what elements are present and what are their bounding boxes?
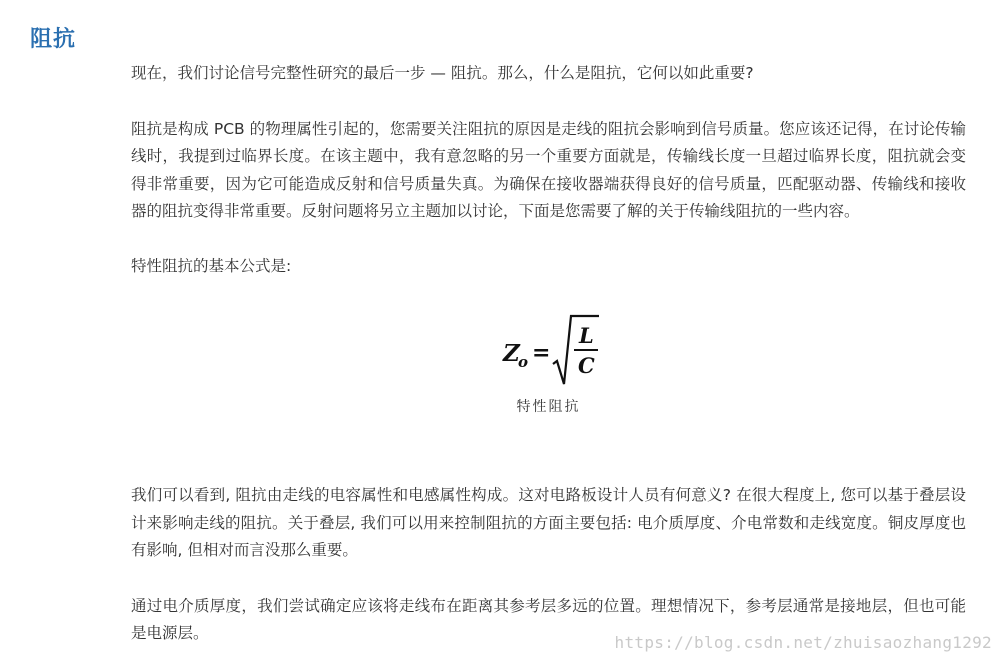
paragraph-dielectric: 通过电介质厚度，我们尝试确定应该将走线布在距离其参考层多远的位置。理想情况下，参考层通常是接地层，但也可能是电源层。 <box>131 596 966 642</box>
formula-equals: = <box>532 340 551 366</box>
formula-lhs-var: Z <box>503 340 520 367</box>
article-content <box>131 60 966 648</box>
impedance-formula <box>501 310 611 390</box>
formula-denominator: C <box>578 353 595 378</box>
paragraph-stackup: 我们可以看到, 阻抗由走线的电容属性和电感属性构成。这对电路板设计人员有何意义? 在很大程度上, 您可以基于叠层设计来影响走线的阻抗。关于叠层, 我们可以用来控制阻抗的方面主要包括: 电介质厚度、介电常数和走线宽度。铜皮厚度也有影响, 但相对而言没那么重要。 <box>131 486 966 559</box>
formula-lhs-sub: o <box>518 353 529 371</box>
site-watermark: https://blog.csdn.net/zhuisaozhang1292 <box>614 633 992 652</box>
formula-caption: 特性阻抗 <box>516 399 581 415</box>
paragraph-formula-intro: 特性阻抗的基本公式是: <box>131 256 292 275</box>
formula-numerator: L <box>579 323 594 348</box>
paragraph-intro: 现在，我们讨论信号完整性研究的最后一步 — 阻抗。那么，什么是阻抗，它何以如此重要? <box>131 64 754 82</box>
section-title: 阻抗 <box>30 27 77 52</box>
paragraph-explanation: 阻抗是构成 PCB 的物理属性引起的，您需要关注阻抗的原因是走线的阻抗会影响到信号质量。您应该还记得，在讨论传输线时，我提到过临界长度。在该主题中，我有意忽略的另一个重要方面就是，传输线长度一旦超过临界长度，阻抗就会变得非常重要，因为它可能造成反射和信号质量失真。为确保在接收器端获得良好的信号质量，匹配驱动器、传输线和接收器的阻抗变得非常重要。反射问题将另立主题加以讨论，下面是您需要了解的关于传输线阻抗的一些内容。 <box>131 119 966 220</box>
formula-figure <box>131 310 966 442</box>
